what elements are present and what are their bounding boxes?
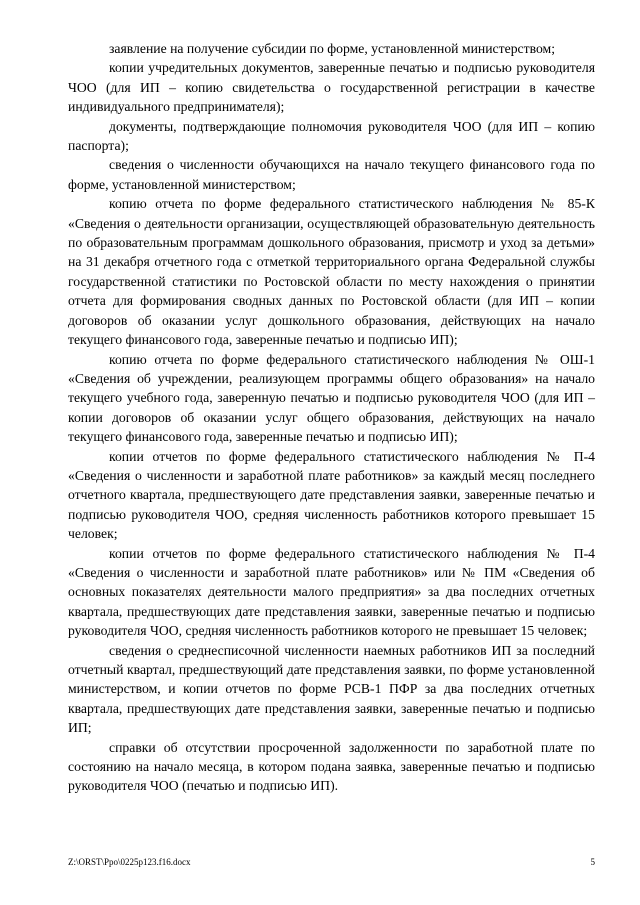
paragraph: сведения о среднесписочной численности наемных работников ИП за последний отчетный квартал, предшествующий дате представления заявки, по форме установленной министерством, и копии отчетов по форме РСВ-1 ПФР за два последних отчетных квартала, предшествующих дате представления заявки, заверенные печатью и подписью ИП;	[68, 642, 595, 736]
paragraph: копии отчетов по форме федерального статистического наблюдения № П-4 «Сведения о численности и заработной плате работников» или № ПМ «Сведения об основных показателях деятельности малого предприятия» за два последних отчетных квартала, предшествующих дате представления заявки, заверенные печатью и подписью руководителя ЧОО, средняя численность работников которого не превышает 15 человек;	[68, 545, 595, 639]
paragraph: копию отчета по форме федерального статистического наблюдения № ОШ-1 «Сведения об учреждении, реализующем программы общего образования» на начало текущего учебного года, заверенную печатью и подписью руководителя ЧОО (для ИП – копии договоров об оказании услуг общего образования, действующих на начало текущего финансового года, заверенные печатью и подписью ИП);	[68, 351, 595, 445]
paragraph: справки об отсутствии просроченной задолженности по заработной плате по состоянию на начало месяца, в котором подана заявка, заверенные печатью и подписью руководителя ЧОО (печатью и подписью ИП).	[68, 739, 595, 794]
paragraph: документы, подтверждающие полномочия руководителя ЧОО (для ИП – копию паспорта);	[68, 118, 595, 154]
paragraph: копии отчетов по форме федерального статистического наблюдения № П-4 «Сведения о численности и заработной плате работников» за каждый месяц последнего отчетного квартала, предшествующего дате представления заявки, заверенные печатью и подписью руководителя ЧОО, средняя численность работников которого превышает 15 человек;	[68, 448, 595, 542]
paragraph: заявление на получение субсидии по форме, установленной министерством;	[109, 41, 556, 56]
document-body	[68, 39, 595, 796]
paragraph: сведения о численности обучающихся на начало текущего финансового года по форме, установленной министерством;	[68, 157, 595, 192]
paragraph: копии учредительных документов, заверенные печатью и подписью руководителя ЧОО (для ИП – копию свидетельства о государственной регистрации в качестве индивидуального предпринимателя);	[68, 60, 595, 115]
file-path: Z:\ORST\Ppo\0225p123.f16.docx	[68, 857, 191, 867]
paragraph: копию отчета по форме федерального статистического наблюдения № 85-К «Сведения о деятельности организации, осуществляющей образовательную деятельность по образовательным программам дошкольного образования, присмотр и уход за детьми» на 31 декабря отчетного года с отметкой территориального органа Федеральной службы государственной статистики по Ростовской области по месту нахождения о принятии отчета для формирования сводных данных по Ростовской области (для ИП – копии договоров об оказании услуг дошкольного образования, действующих на начало текущего финансового года, заверенные печатью и подписью ИП);	[68, 196, 595, 348]
page-number: 5	[590, 857, 595, 867]
